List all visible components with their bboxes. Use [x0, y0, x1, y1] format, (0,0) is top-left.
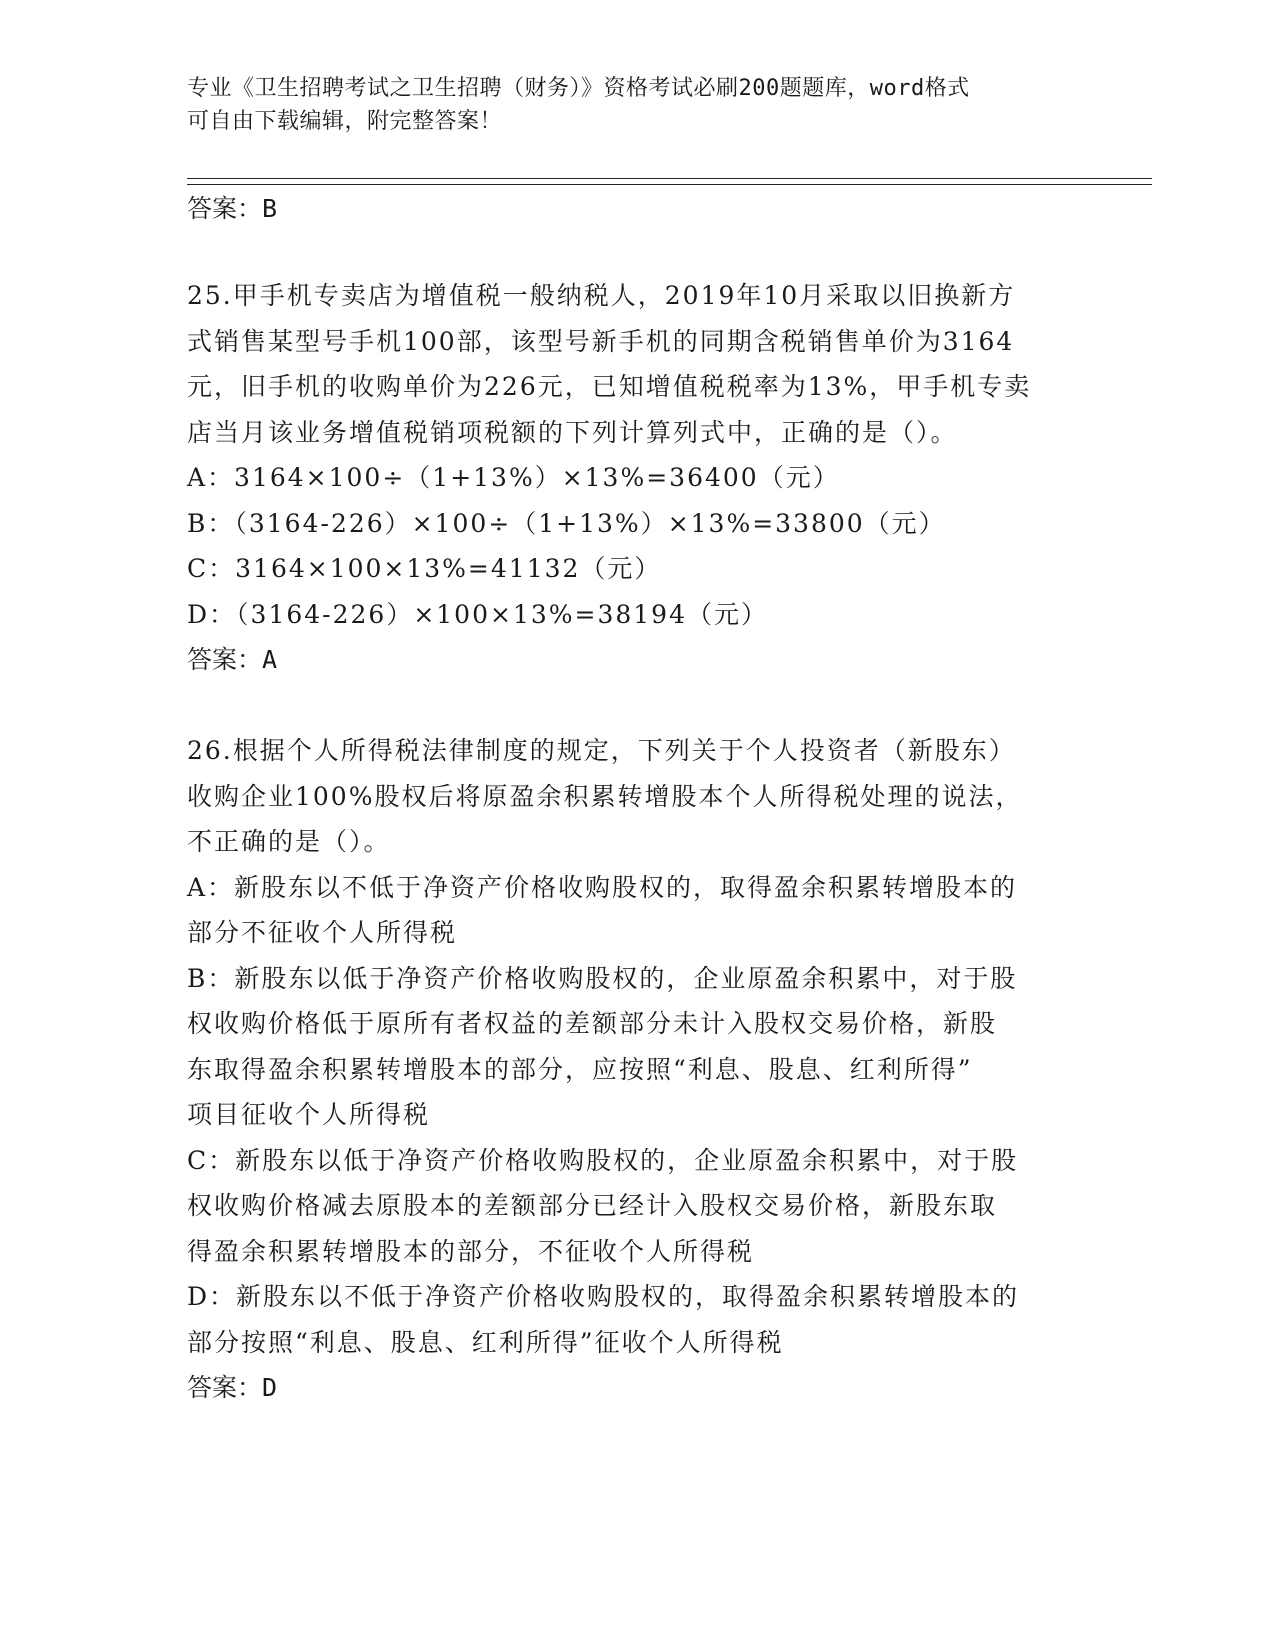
header-line: 专业《卫生招聘考试之卫生招聘（财务）》资格考试必刷200题题库，word格式	[187, 76, 970, 101]
question-text-line: 26.根据个人所得税法律制度的规定，下列关于个人投资者（新股东）	[187, 736, 1016, 765]
option-a: A：新股东以不低于净资产价格收购股权的，取得盈余积累转增股本的	[187, 872, 1018, 902]
question-text-line: 收购企业100%股权后将原盈余积累转增股本个人所得税处理的说法，	[187, 781, 1023, 811]
header-divider-top	[187, 178, 1152, 179]
option-d: D：新股东以不低于净资产价格收购股权的，取得盈余积累转增股本的	[187, 1282, 1020, 1311]
header-line: 可自由下载编辑，附完整答案！	[187, 109, 503, 134]
question-text-line: 店当月该业务增值税销项税额的下列计算列式中，正确的是（）。	[187, 417, 958, 447]
question-text-line: 不正确的是（）。	[187, 827, 391, 856]
option-a: A：3164×100÷（1+13%）×13%=36400（元）	[187, 463, 840, 492]
option-c: C：3164×100×13%=41132（元）	[187, 554, 662, 583]
answer-label: 答案：D	[187, 1373, 278, 1402]
option-d: D：（3164-226）×100×13%=38194（元）	[187, 599, 768, 629]
question-25	[187, 273, 1087, 683]
question-text-line: 式销售某型号手机100部，该型号新手机的同期含税销售单价为3164	[187, 326, 1015, 356]
question-text-line: 元，旧手机的收购单价为226元，已知增值税税率为13%，甲手机专卖	[187, 372, 1032, 401]
option-a-continued: 部分不征收个人所得税	[187, 918, 458, 947]
option-b-continued: 项目征收个人所得税	[187, 1100, 431, 1129]
header-divider-bottom	[187, 184, 1152, 185]
question-text-line: 25.甲手机专卖店为增值税一般纳税人，2019年10月采取以旧换新方	[187, 281, 1016, 310]
option-b: B：新股东以低于净资产价格收购股权的，企业原盈余积累中，对于股	[187, 963, 1018, 993]
answer-label: 答案：A	[187, 645, 278, 674]
question-26	[187, 728, 1087, 1411]
page-header	[187, 72, 1067, 138]
option-c-continued: 得盈余积累转增股本的部分，不征收个人所得税	[187, 1236, 755, 1266]
option-b-continued: 东取得盈余积累转增股本的部分，应按照“利息、股息、红利所得”	[187, 1054, 973, 1084]
option-b: B：（3164-226）×100÷（1+13%）×13%=33800（元）	[187, 508, 946, 538]
option-c: C：新股东以低于净资产价格收购股权的，企业原盈余积累中，对于股	[187, 1145, 1019, 1175]
answer-label: 答案：B	[187, 194, 278, 223]
option-d-continued: 部分按照“利息、股息、红利所得”征收个人所得税	[187, 1327, 784, 1357]
previous-answer-block	[187, 186, 1087, 232]
option-b-continued: 权收购价格低于原所有者权益的差额部分未计入股权交易价格，新股	[187, 1009, 998, 1038]
option-c-continued: 权收购价格减去原股本的差额部分已经计入股权交易价格，新股东取	[187, 1191, 998, 1220]
